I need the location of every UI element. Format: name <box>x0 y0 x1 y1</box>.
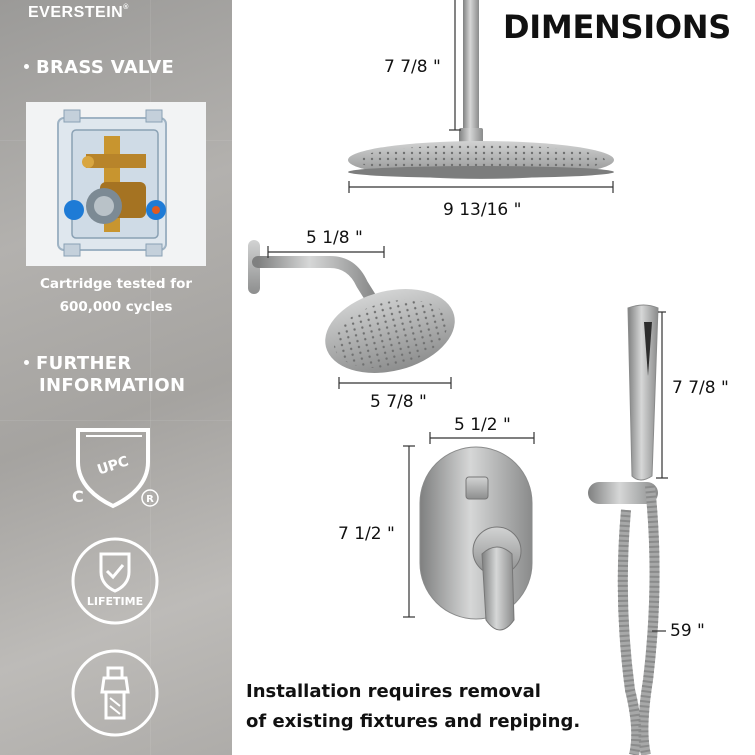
hose-length-label: 59 " <box>670 621 705 641</box>
svg-text:LIFETIME: LIFETIME <box>86 595 144 608</box>
rain-head-width-label: 9 13/16 " <box>443 200 522 220</box>
installation-note <box>246 677 580 737</box>
brass-valve-heading: BRASS VALVE <box>24 57 174 79</box>
note-line: Installation requires removal <box>246 681 541 702</box>
ceiling-arm-dimension-line <box>449 0 461 130</box>
wall-shower <box>248 240 464 386</box>
wall-head-dimension-line <box>339 377 451 389</box>
handheld-shower <box>588 305 658 755</box>
caption-line: Cartridge tested for <box>39 276 193 292</box>
plate-height-dimension-line <box>403 446 415 617</box>
handheld-height-label: 7 7/8 " <box>672 378 729 398</box>
wall-head-width-label: 5 7/8 " <box>370 392 427 412</box>
ceiling-rain-shower <box>348 0 614 179</box>
wall-arm-label: 5 1/8 " <box>306 228 363 248</box>
handheld-dimension-line <box>656 312 668 478</box>
note-line: of existing fixtures and repiping. <box>246 711 581 732</box>
svg-text:R: R <box>146 494 154 505</box>
further-info-heading: FURTHER INFORMATION <box>24 353 185 397</box>
svg-text:UPC: UPC <box>95 453 131 479</box>
plate-height-label: 7 1/2 " <box>338 524 395 544</box>
svg-text:C: C <box>72 487 84 506</box>
brand-logo: EVERSTEIN® <box>28 4 129 21</box>
valve-trim-plate <box>420 447 532 630</box>
ceiling-arm-label: 7 7/8 " <box>384 57 441 77</box>
plate-width-label: 5 1/2 " <box>454 415 511 435</box>
page-title: DIMENSIONS <box>503 8 731 46</box>
rain-head-dimension-line <box>349 181 613 193</box>
caption-line: 600,000 cycles <box>59 299 173 315</box>
